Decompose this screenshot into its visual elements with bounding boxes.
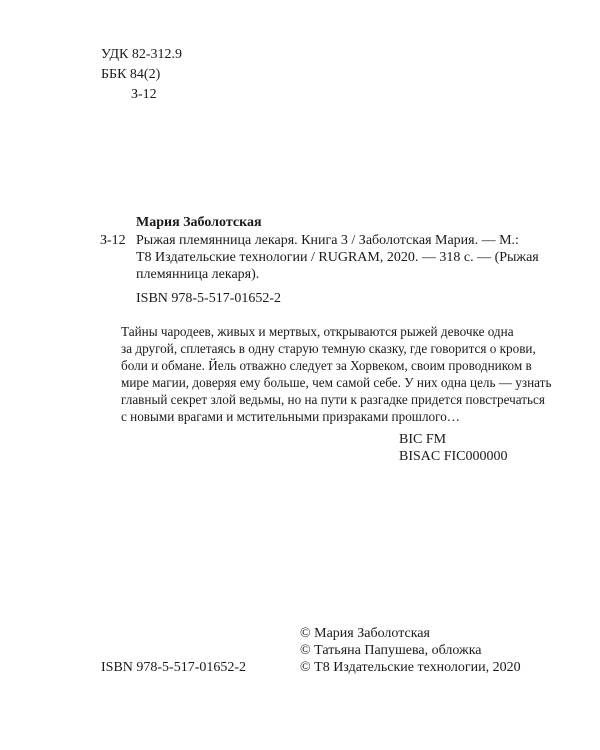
annotation-line: за другой, сплетаясь в одну старую темную сказку, где говорится о крови, xyxy=(121,341,536,356)
copyright-line: © Татьяна Папушева, обложка xyxy=(300,643,482,658)
record-code: З-12 xyxy=(100,233,126,248)
record-line: Рыжая племянница лекаря. Книга 3 / Заболотская Мария. — М.: xyxy=(136,233,519,248)
record-line: Т8 Издательские технологии / RUGRAM, 2020. — 318 с. — (Рыжая xyxy=(136,250,539,265)
bisac-code: BISAC FIC000000 xyxy=(399,449,508,464)
record-line: племянница лекаря). xyxy=(136,267,260,282)
annotation-line: боли и обмане. Йель отважно следует за Хорвеком, своим проводником в xyxy=(121,358,532,373)
annotation-line: главный секрет злой ведьмы, но на пути к разгадке придется повстречаться xyxy=(121,392,545,407)
copyright-line: © Т8 Издательские технологии, 2020 xyxy=(300,660,521,675)
footer-isbn: ISBN 978-5-517-01652-2 xyxy=(101,660,247,675)
bic-code: BIC FM xyxy=(399,432,447,447)
record-description xyxy=(136,232,539,283)
copyright-block xyxy=(300,625,521,676)
bbk-line: ББК 84(2) xyxy=(101,67,161,82)
annotation xyxy=(121,323,551,425)
record-isbn: ISBN 978-5-517-01652-2 xyxy=(136,291,282,306)
annotation-line: Тайны чародеев, живых и мертвых, открываются рыжей девочке одна xyxy=(121,324,514,339)
udk-line: УДК 82-312.9 xyxy=(101,47,183,62)
classification-code: З-12 xyxy=(131,87,157,102)
annotation-line: мире магии, доверяя ему больше, чем самой себе. У них одна цель — узнать xyxy=(121,375,552,390)
annotation-line: с новыми врагами и мстительными призраками прошлого… xyxy=(121,409,460,424)
copyright-line: © Мария Заболотская xyxy=(300,626,430,641)
author-name: Мария Заболотская xyxy=(136,215,262,230)
